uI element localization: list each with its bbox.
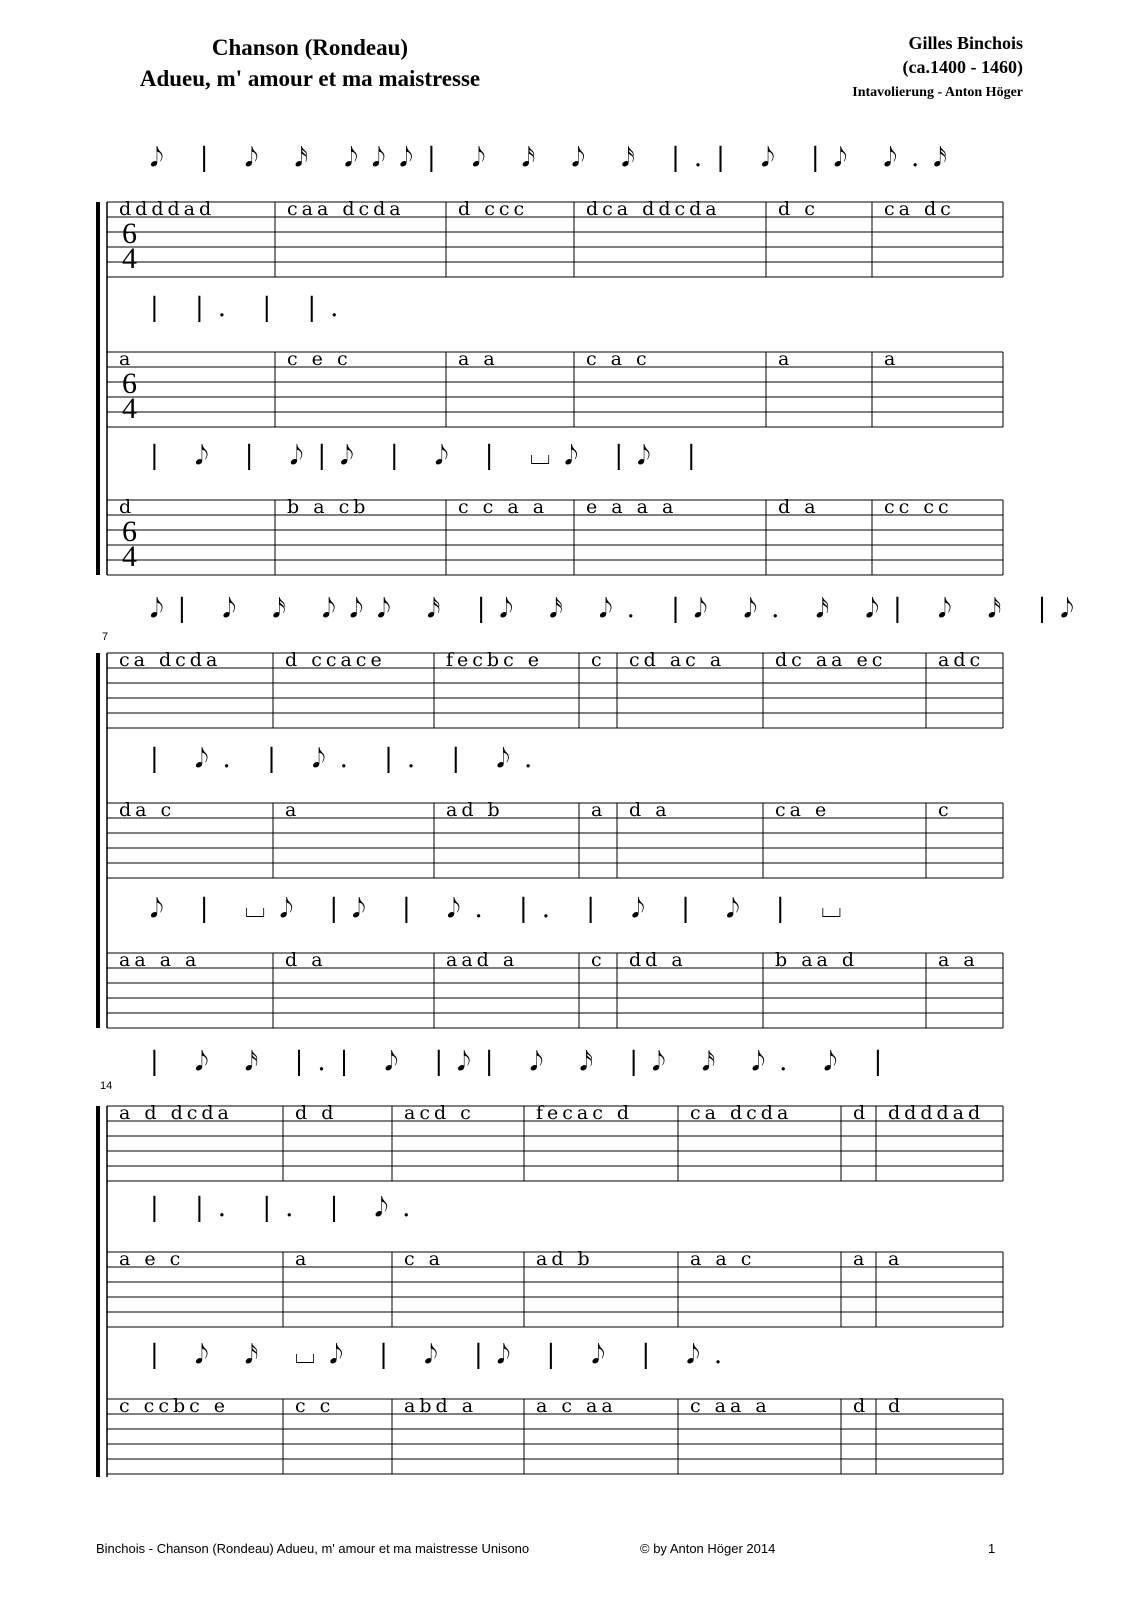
tab-letters: cd ac a [629, 649, 726, 671]
tab-letters: cc cc [884, 496, 953, 518]
tab-letters: d ccace [285, 649, 386, 671]
intabulation-credit: Intavolierung - Anton Höger [852, 85, 1023, 100]
tab-letters: c [938, 799, 953, 821]
time-signature-numerator: 6 [122, 217, 137, 250]
tab-letters: a [778, 348, 794, 370]
tab-letters: a c aa [536, 1395, 617, 1417]
tab-letters: a [591, 799, 607, 821]
tab-letters: ad b [536, 1248, 594, 1270]
tab-letters: fecbc e [446, 649, 544, 671]
tab-letters: ad b [446, 799, 504, 821]
tab-letters: a a [458, 348, 499, 370]
rhythm-signs: | 𝅘𝅥𝅮 | 𝅘𝅥𝅮|𝅘𝅥𝅮 | 𝅘𝅥𝅮 | ⌴𝅘𝅥𝅮 |𝅘𝅥𝅮 | [150, 441, 710, 471]
tab-letters: fecac d [536, 1102, 634, 1124]
footer-copyright: © by Anton Höger 2014 [640, 1541, 776, 1556]
tab-letters: abd a [404, 1395, 478, 1417]
tab-letters: d [888, 1395, 905, 1417]
tab-letters: c a c [586, 348, 651, 370]
tab-letters: c e c [287, 348, 352, 370]
tab-letters: adc [938, 649, 985, 671]
time-signature-denominator: 4 [122, 242, 137, 275]
tab-letters: dca ddcda [586, 198, 721, 220]
title-line2: Adueu, m' amour et ma maistresse [139, 66, 481, 91]
rhythm-signs: | 𝅘𝅥𝅮 𝅘𝅥𝅯 ⌴𝅘𝅥𝅮 | 𝅘𝅥𝅮 |𝅘𝅥𝅮 | 𝅘𝅥𝅮 | 𝅘𝅥𝅮. [150, 1340, 737, 1370]
tab-letters: acd c [404, 1102, 475, 1124]
tab-letters: aad a [446, 949, 519, 971]
tab-letters: d [853, 1102, 870, 1124]
footer-left: Binchois - Chanson (Rondeau) Adueu, m' amour et ma maistresse Unisono [96, 1541, 530, 1556]
tab-letters: ca dc [884, 198, 955, 220]
tab-letters: a [285, 799, 301, 821]
title-line1: Chanson (Rondeau) [211, 35, 409, 60]
time-signature-denominator: 4 [122, 392, 137, 425]
system-bracket [96, 653, 100, 1028]
tab-letters: dd a [629, 949, 687, 971]
tab-letters: d [119, 496, 136, 518]
tab-letters: d a [285, 949, 327, 971]
rhythm-signs: | 𝅘𝅥𝅮. | 𝅘𝅥𝅮. |. | 𝅘𝅥𝅮. [150, 744, 547, 774]
tab-letters: a [119, 348, 135, 370]
time-signature-denominator: 4 [122, 540, 137, 573]
rhythm-signs: 𝅘𝅥𝅮 | ⌴𝅘𝅥𝅮 |𝅘𝅥𝅮 | 𝅘𝅥𝅮. |. | 𝅘𝅥𝅮 | 𝅘𝅥𝅮 | ⌴ [150, 894, 856, 924]
footer-page-number: 1 [988, 1541, 996, 1556]
tab-letters: caa dcda [287, 198, 405, 220]
tab-letters: e a a a [586, 496, 678, 518]
tab-letters: ca e [775, 799, 831, 821]
tab-letters: c c a a [458, 496, 549, 518]
measure-number-7: 7 [102, 631, 109, 643]
tab-letters: b a cb [287, 496, 370, 518]
tab-letters: a d dcda [119, 1102, 233, 1124]
rhythm-signs: 𝅘𝅥𝅮| 𝅘𝅥𝅮 𝅘𝅥𝅯 𝅘𝅥𝅮𝅘𝅥𝅮𝅘𝅥𝅮 𝅘𝅥𝅯 |𝅘𝅥𝅮 𝅘𝅥𝅯 𝅘𝅥𝅮. |𝅘𝅥𝅮 𝅘𝅥𝅮. 𝅘𝅥𝅯 𝅘𝅥𝅮| 𝅘𝅥𝅮 𝅘𝅥𝅯 |𝅘𝅥𝅮 [150, 594, 1088, 624]
tab-letters: a [888, 1248, 904, 1270]
tab-letters: c a [404, 1248, 445, 1270]
tab-letters: ddddad [119, 198, 216, 220]
tab-letters: d a [629, 799, 671, 821]
measure-number-14: 14 [100, 1080, 113, 1092]
tab-letters: da c [119, 799, 176, 821]
tab-letters: ca dcda [119, 649, 222, 671]
tab-letters: c [591, 949, 606, 971]
tab-letters: d d [295, 1102, 338, 1124]
tab-letters: a a c [690, 1248, 756, 1270]
tab-letters: ca dcda [690, 1102, 793, 1124]
rhythm-signs: 𝅘𝅥𝅮 | 𝅘𝅥𝅮 𝅘𝅥𝅯 𝅘𝅥𝅮𝅘𝅥𝅮𝅘𝅥𝅮| 𝅘𝅥𝅮 𝅘𝅥𝅯 𝅘𝅥𝅮 𝅘𝅥𝅯 |.| 𝅘𝅥𝅮 |𝅘𝅥𝅮 𝅘𝅥𝅮.𝅘𝅥𝅯 [150, 143, 961, 173]
composer-dates: (ca.1400 - 1460) [902, 57, 1023, 77]
tab-letters: aa a a [119, 949, 201, 971]
system-bracket [96, 1106, 100, 1477]
tab-letters: c [591, 649, 606, 671]
tab-letters: d a [778, 496, 820, 518]
tab-letters: a [884, 348, 900, 370]
tab-letters: dc aa ec [775, 649, 887, 671]
time-signature-numerator: 6 [122, 367, 137, 400]
tab-letters: a [295, 1248, 311, 1270]
tab-letters: c aa a [690, 1395, 771, 1417]
composer-name: Gilles Binchois [908, 33, 1023, 53]
tab-letters: d [853, 1395, 870, 1417]
tab-letters: d ccc [458, 198, 529, 220]
tab-letters: ddddad [888, 1102, 985, 1124]
tab-letters: c ccbc e [119, 1395, 230, 1417]
tab-letters: d c [778, 198, 819, 220]
time-signature-numerator: 6 [122, 515, 137, 548]
rhythm-signs: | |. |. | 𝅘𝅥𝅮. [150, 1193, 425, 1223]
tab-letters: c c [295, 1395, 335, 1417]
tab-letters: a [853, 1248, 869, 1270]
tab-letters: b aa d [775, 949, 859, 971]
rhythm-signs: | |. | |. [150, 293, 353, 323]
tab-letters: a e c [119, 1248, 185, 1270]
tab-letters: a a [938, 949, 979, 971]
system-bracket [96, 202, 100, 575]
rhythm-signs: | 𝅘𝅥𝅮 𝅘𝅥𝅯 |.| 𝅘𝅥𝅮 |𝅘𝅥𝅮| 𝅘𝅥𝅮 𝅘𝅥𝅯 |𝅘𝅥𝅮 𝅘𝅥𝅯 𝅘𝅥𝅮. 𝅘𝅥𝅮 | [150, 1047, 897, 1077]
